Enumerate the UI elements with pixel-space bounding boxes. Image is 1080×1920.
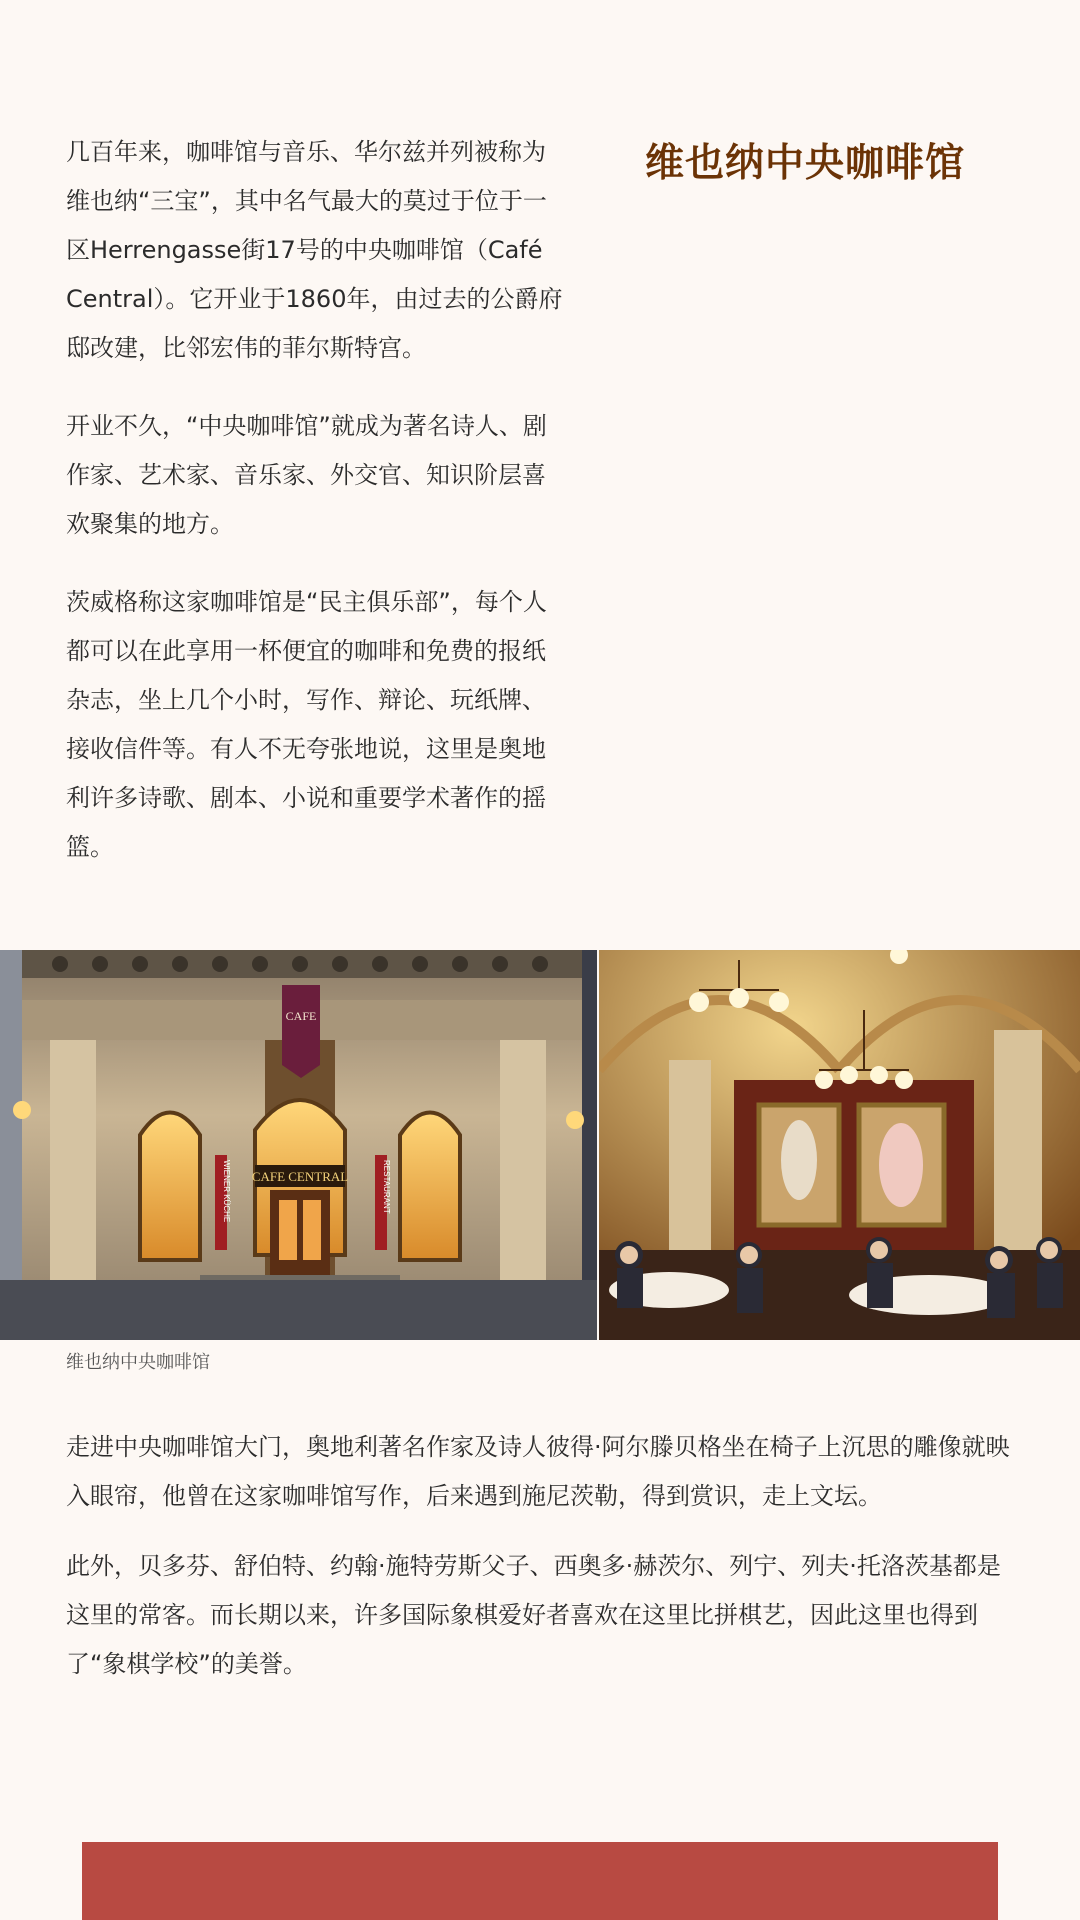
cafe-sign-text: CAFE CENTRAL (251, 1169, 349, 1184)
restaurant-text: RESTAURANT (382, 1160, 391, 1214)
lower-paragraph-2: 此外，贝多芬、舒伯特、约翰·施特劳斯父子、西奥多·赫茨尔、列宁、列夫·托洛茨基都是这里的常客。而长期以来，许多国际象棋爱好者喜欢在这里比拼棋艺，因此这里也得到了“象棋学校”的美誉。 (66, 1552, 1001, 1678)
footer-banner (82, 1842, 998, 1920)
cafe-banner-text: CAFE (285, 1009, 317, 1023)
photo-row (0, 950, 1080, 1340)
cafe-interior-photo (599, 950, 1080, 1340)
lower-text (66, 1423, 1016, 1710)
intro-text (66, 128, 566, 901)
page-title: 维也纳中央咖啡馆 (644, 141, 965, 186)
photo-caption: 维也纳中央咖啡馆 (66, 1352, 210, 1373)
lower-paragraph-1: 走进中央咖啡馆大门，奥地利著名作家及诗人彼得·阿尔滕贝格坐在椅子上沉思的雕像就映入眼帘，他曾在这家咖啡馆写作，后来遇到施尼茨勒，得到赏识，走上文坛。 (66, 1433, 1010, 1510)
cafe-exterior-photo (0, 950, 597, 1340)
intro-paragraph-3: 茨威格称这家咖啡馆是“民主俱乐部”，每个人都可以在此享用一杯便宜的咖啡和免费的报纸杂志，坐上几个小时，写作、辩论、玩纸牌、接收信件等。有人不无夸张地说，这里是奥地利许多诗歌、剧本、小说和重要学术著作的摇篮。 (66, 588, 547, 861)
intro-paragraph-1: 几百年来，咖啡馆与音乐、华尔兹并列被称为维也纳“三宝”，其中名气最大的莫过于位于一区Herrengasse街17号的中央咖啡馆（Café Central）。它开业于1860年，由过去的公爵府邸改建，比邻宏伟的菲尔斯特宫。 (66, 138, 563, 362)
wiener-kueche-text: WIENER KÜCHE (222, 1160, 231, 1223)
intro-paragraph-2: 开业不久，“中央咖啡馆”就成为著名诗人、剧作家、艺术家、音乐家、外交官、知识阶层喜欢聚集的地方。 (66, 412, 547, 538)
